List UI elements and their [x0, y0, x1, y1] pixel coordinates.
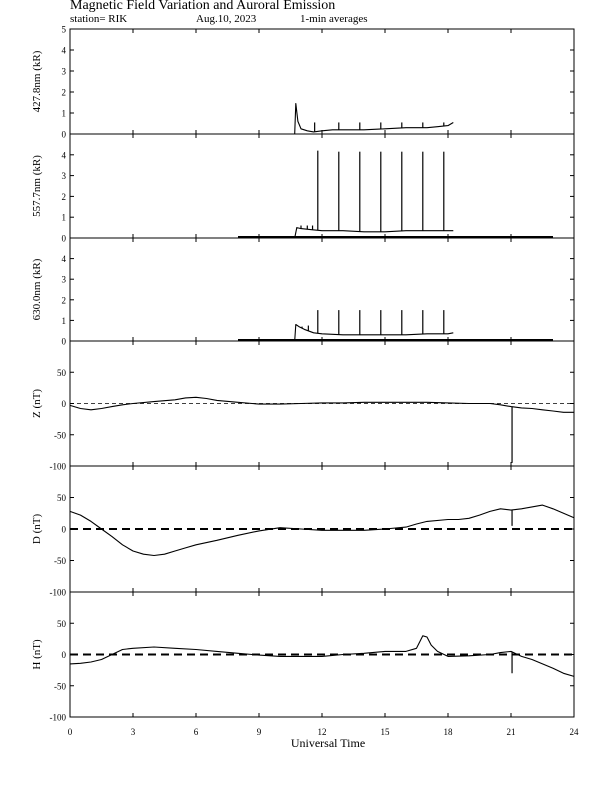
y-tick-label: 50	[57, 493, 66, 503]
y-tick-label: 5	[61, 24, 66, 35]
panel-frame	[70, 134, 574, 238]
y-tick-label: -100	[49, 712, 66, 723]
panel-3	[31, 341, 574, 472]
y-tick-label: 0	[61, 233, 66, 244]
y-tick-label: 2	[61, 191, 66, 202]
averaging-label: 1-min averages	[300, 13, 368, 25]
panel-1	[31, 134, 574, 244]
y-tick-label: 3	[61, 66, 66, 77]
y-tick-label: 3	[61, 171, 66, 182]
y-tick-label: 1	[61, 212, 66, 223]
y-tick-label: 50	[57, 618, 66, 629]
y-tick-label: 50	[57, 367, 66, 378]
y-tick-label: 2	[61, 295, 66, 306]
panel-5	[31, 592, 574, 723]
series-line	[70, 505, 574, 555]
panel-frame	[70, 29, 574, 134]
y-axis-label: D (nT)	[31, 513, 43, 545]
x-tick-label: 24	[569, 727, 579, 737]
x-tick-label: 12	[317, 727, 327, 737]
y-tick-label: -100	[49, 461, 66, 472]
panel-2	[31, 238, 574, 347]
series-line	[70, 397, 574, 412]
x-axis-label: Universal Time	[290, 736, 366, 750]
panels	[31, 25, 579, 738]
y-axis-label: 427.8nm (kR)	[31, 50, 43, 113]
y-tick-label: 4	[61, 150, 66, 161]
y-axis-label: 630.0nm (kR)	[31, 258, 43, 321]
panel-4	[31, 466, 574, 598]
y-axis-label: Z (nT)	[31, 388, 43, 419]
y-tick-label: -100	[49, 587, 66, 598]
y-tick-label: 0	[61, 650, 66, 660]
station-label: station= RIK	[70, 13, 128, 25]
series-line	[295, 325, 454, 342]
y-tick-label: 0	[61, 399, 66, 409]
y-axis-label: H (nT)	[31, 639, 43, 670]
x-tick-label: 6	[193, 727, 199, 737]
y-axis-label: 557.7nm (kR)	[31, 155, 43, 217]
series-line	[295, 104, 454, 135]
panel-frame	[70, 238, 574, 341]
y-tick-label: 0	[61, 129, 66, 140]
y-tick-label: 3	[61, 274, 66, 285]
x-tick-label: 3	[130, 727, 136, 737]
y-tick-label: 1	[61, 108, 66, 119]
y-tick-label: -50	[54, 681, 66, 692]
y-tick-label: 2	[61, 87, 66, 98]
panel-0	[31, 25, 574, 140]
y-tick-label: 4	[61, 45, 66, 56]
y-tick-label: -50	[54, 556, 66, 566]
y-tick-label: -50	[54, 430, 66, 441]
y-tick-label: 0	[61, 524, 66, 535]
x-tick-label: 18	[443, 727, 453, 737]
x-tick-label: 9	[256, 727, 262, 737]
series-line	[70, 636, 574, 677]
y-tick-label: 0	[61, 336, 66, 347]
x-tick-label: 21	[506, 727, 516, 737]
x-tick-label: 15	[380, 727, 390, 737]
y-tick-label: 4	[61, 254, 66, 265]
x-tick-label: 0	[67, 727, 73, 737]
y-tick-label: 1	[61, 315, 66, 326]
chart-title: Magnetic Field Variation and Auroral Emission	[70, 0, 336, 13]
date-label: Aug.10, 2023	[196, 13, 257, 25]
